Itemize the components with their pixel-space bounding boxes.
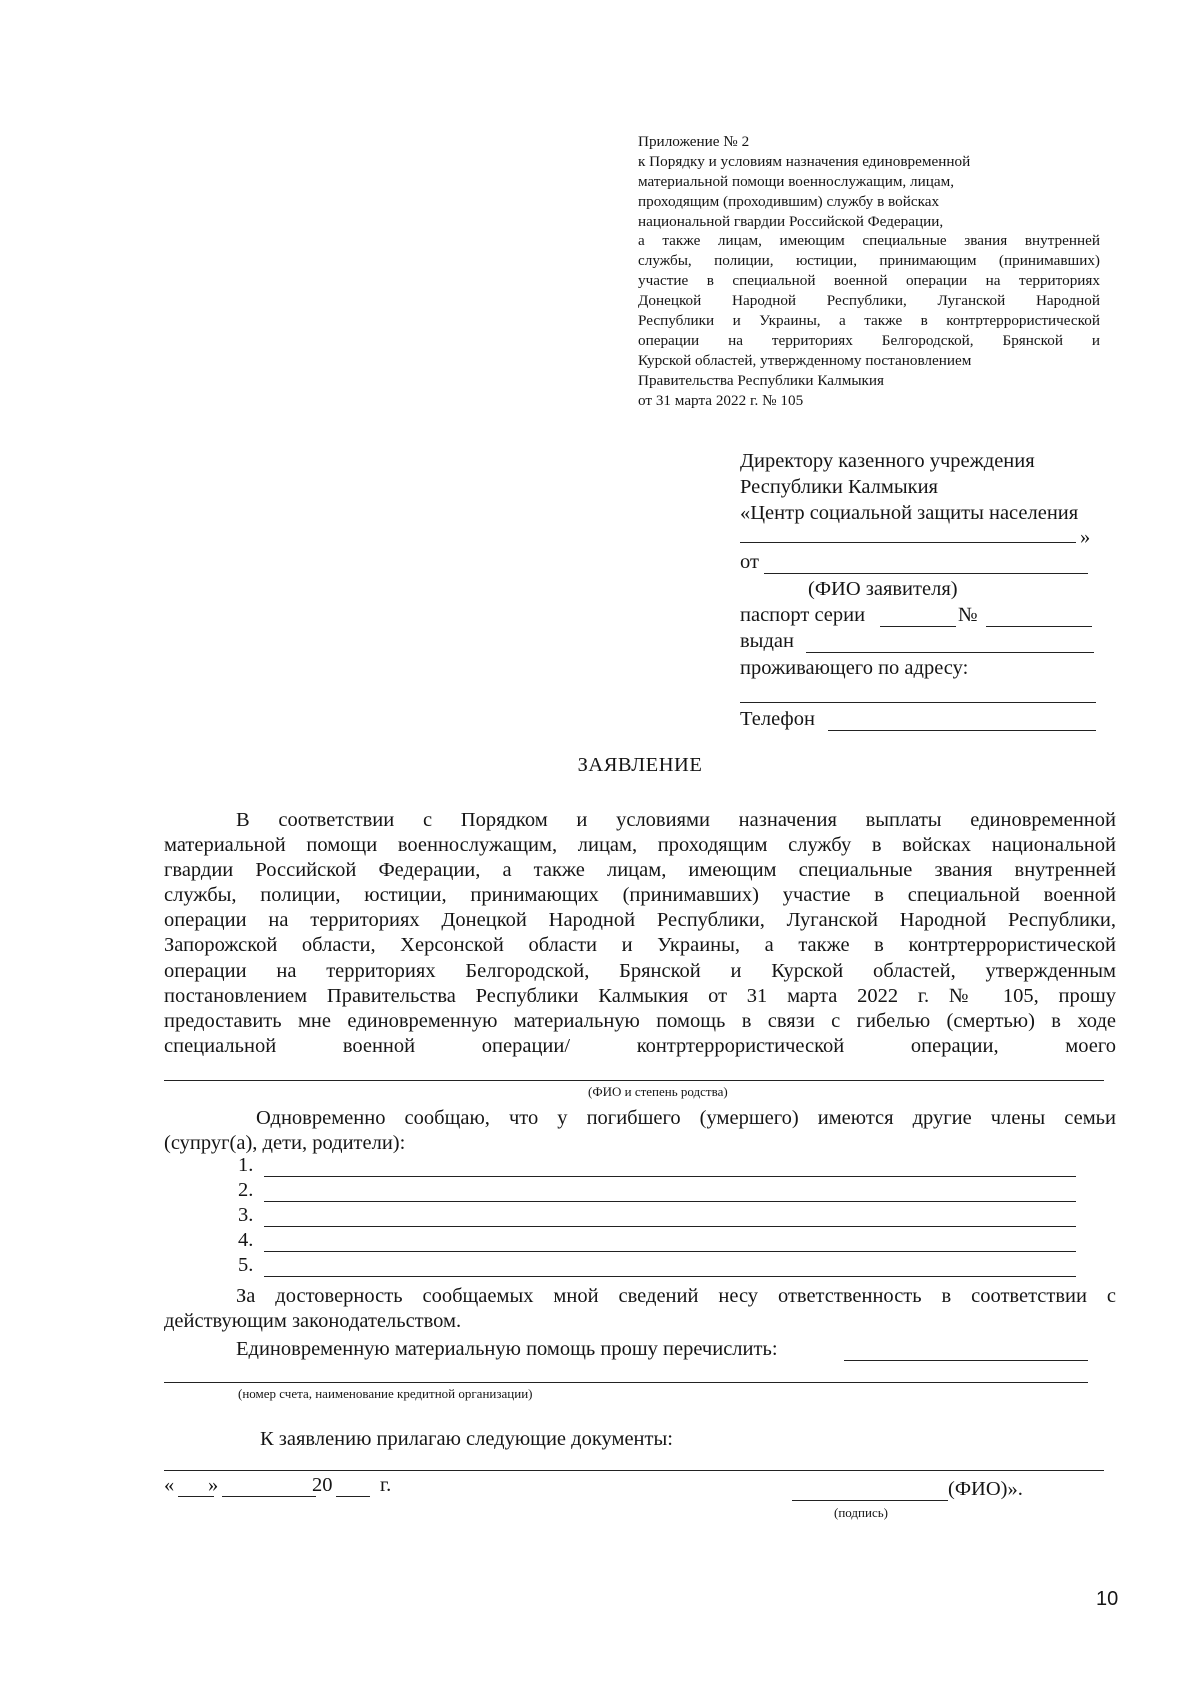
member-number: 1.	[238, 1154, 254, 1176]
fio-end: (ФИО)».	[948, 1478, 1023, 1500]
paragraph-line: В соответствии с Порядком и условиями назначения выплаты единовременной	[236, 809, 1116, 831]
addressee-block	[740, 448, 1096, 526]
addressee-line: Республики Калмыкия	[740, 476, 938, 498]
year-prefix: 20	[312, 1474, 333, 1496]
appendix-line: Курской областей, утвержденному постановлением	[638, 351, 972, 369]
member-field-2[interactable]	[264, 1201, 1076, 1202]
date-quote-close: »	[208, 1474, 219, 1496]
appendix-line: проходящим (проходившим) службу в войсках	[638, 192, 940, 210]
appendix-line: операции на территориях Белгородской, Брянской и	[638, 331, 1100, 349]
appendix-line: к Порядку и условиям назначения единовременной	[638, 152, 971, 170]
appendix-line: а также лицам, имеющим специальные звания внутренней	[638, 232, 1100, 250]
paragraph-line: предоставить мне единовременную материальную помощь в связи с гибелью (смертью) в ходе	[164, 1009, 1116, 1032]
paragraph-line: операции на территориях Белгородской, Брянской и Курской областей, утвержденным	[164, 959, 1116, 982]
address-field[interactable]	[740, 702, 1096, 703]
passport-label: паспорт серии	[740, 604, 866, 626]
issued-field[interactable]	[806, 652, 1094, 653]
appendix-line: Донецкой Народной Республики, Луганской Народной	[638, 292, 1100, 310]
documents-field[interactable]	[164, 1470, 1104, 1471]
responsibility-paragraph	[164, 1284, 1116, 1334]
paragraph-line: За достоверность сообщаемых мной сведений несу ответственность в соответствии с	[236, 1285, 1116, 1307]
account-hint: (номер счета, наименование кредитной организации)	[238, 1386, 533, 1401]
passport-number-field[interactable]	[986, 626, 1092, 627]
transfer-field[interactable]	[844, 1360, 1088, 1361]
passport-number-label: №	[958, 604, 978, 626]
attach-text: К заявлению прилагаю следующие документы:	[260, 1428, 673, 1450]
phone-label: Телефон	[740, 708, 815, 730]
member-field-1[interactable]	[264, 1176, 1076, 1177]
paragraph-line: службы, полиции, юстиции, принимающих (принимавших) участие в специальной военной	[164, 884, 1116, 907]
signature-hint: (подпись)	[834, 1505, 888, 1520]
paragraph-line: операции на территориях Донецкой Народной Республики, Луганской Народной Республики,	[164, 909, 1116, 932]
page-number: 10	[1096, 1588, 1119, 1610]
passport-series-field[interactable]	[880, 626, 956, 627]
member-field-5[interactable]	[264, 1276, 1076, 1277]
paragraph-line: специальной военной операции/ контртеррористической операции, моего	[164, 1034, 1116, 1057]
transfer-text: Единовременную материальную помощь прошу перечислить:	[236, 1338, 778, 1360]
paragraph-line: действующим законодательством.	[164, 1310, 462, 1333]
appendix-line: Республики и Украины, а также в контртеррористической	[638, 312, 1100, 330]
applicant-fio-field[interactable]	[764, 573, 1088, 574]
addressee-line: «Центр социальной защиты населения	[740, 502, 1079, 524]
appendix-line: национальной гвардии Российской Федерации,	[638, 212, 944, 230]
paragraph-line: (супруг(а), дети, родители):	[164, 1132, 406, 1155]
member-number: 5.	[238, 1254, 254, 1276]
paragraph-line: Одновременно сообщаю, что у погибшего (умершего) имеются другие члены семьи	[256, 1107, 1116, 1129]
appendix-line: Правительства Республики Калмыкия	[638, 371, 885, 389]
appendix-line: службы, полиции, юстиции, принимающим (принимавших)	[638, 252, 1100, 270]
appendix-line: материальной помощи военнослужащим, лицам,	[638, 172, 955, 190]
account-field[interactable]	[164, 1382, 1088, 1383]
appendix-line: Приложение № 2	[638, 133, 750, 150]
fio-relation-hint: (ФИО и степень родства)	[588, 1084, 728, 1099]
deceased-fio-field[interactable]	[164, 1080, 1104, 1081]
phone-field[interactable]	[828, 730, 1096, 731]
appendix-line: участие в специальной военной операции на территориях	[638, 272, 1100, 290]
member-field-3[interactable]	[264, 1226, 1076, 1227]
quote-close: »	[1080, 526, 1091, 548]
paragraph-line: материальной помощи военнослужащим, лицам, проходящим службу в войсках национальной	[164, 834, 1116, 857]
issued-label: выдан	[740, 630, 794, 652]
paragraph-line: Запорожской области, Херсонской области и Украины, а также в контртеррористической	[164, 934, 1116, 957]
date-month-field[interactable]	[222, 1496, 316, 1497]
member-number: 2.	[238, 1179, 254, 1201]
date-year-field[interactable]	[336, 1496, 370, 1497]
appendix-block	[638, 132, 1100, 410]
paragraph-line: постановлением Правительства Республики Калмыкия от 31 марта 2022 г. № 105, прошу	[164, 984, 1116, 1007]
document-title: ЗАЯВЛЕНИЕ	[577, 754, 703, 776]
year-suffix: г.	[380, 1474, 392, 1496]
fio-hint: (ФИО заявителя)	[808, 578, 958, 600]
appendix-line: от 31 марта 2022 г. № 105	[638, 391, 804, 409]
signature-field[interactable]	[792, 1500, 948, 1501]
from-label: от	[740, 551, 759, 573]
address-label: проживающего по адресу:	[740, 657, 969, 679]
member-number: 3.	[238, 1204, 254, 1226]
center-name-field[interactable]	[740, 542, 1076, 543]
date-quote-open: «	[164, 1474, 175, 1496]
member-field-4[interactable]	[264, 1251, 1076, 1252]
paragraph-line: гвардии Российской Федерации, а также лицам, имеющим специальные звания внутренней	[164, 859, 1116, 882]
member-number: 4.	[238, 1229, 254, 1251]
application-paragraph	[164, 808, 1116, 1059]
addressee-line: Директору казенного учреждения	[740, 450, 1035, 472]
family-paragraph	[164, 1106, 1116, 1156]
